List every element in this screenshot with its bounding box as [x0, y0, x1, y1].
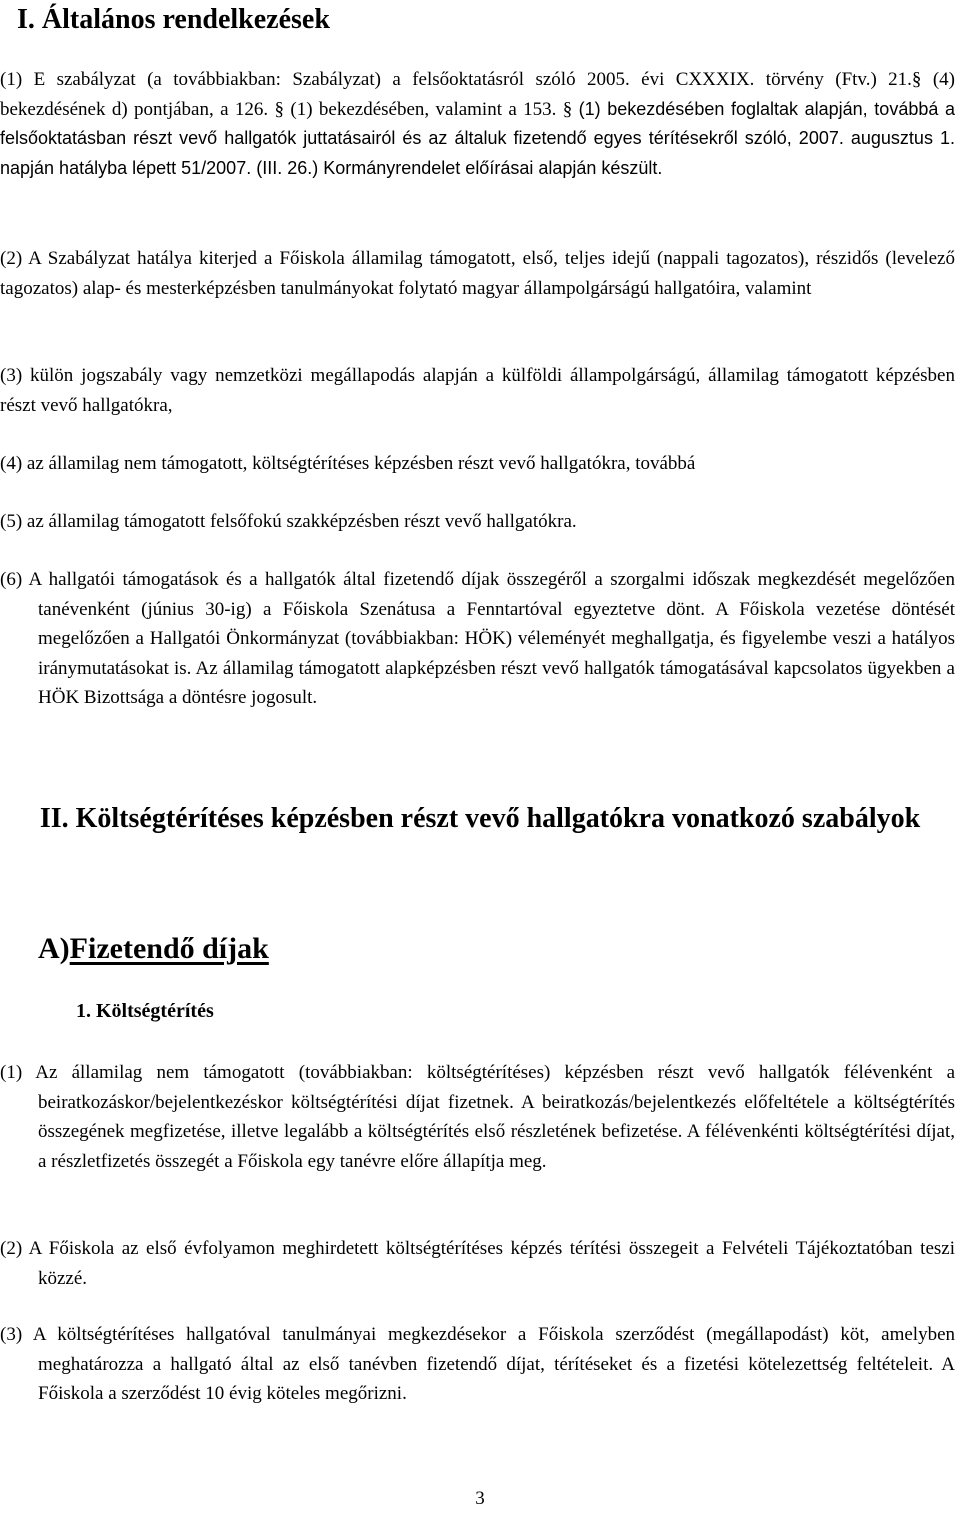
paragraph-1 [0, 65, 955, 183]
tuition-paragraph-1: (1) Az államilag nem támogatott (továbbiakban: költségtérítéses) képzésben részt vevő hallgatók félévenként a beiratkozáskor/bejelentkezéskor költségtérítési díjat fizetnek. A beiratkozás/bejelentkezés előfeltétele a költségtérítés összegének megfizetése, illetve legalább a költségtérítés első részletének befizetése. A félévenkénti költségtérítési díjat, a részletfizetés összegét a Főiskola egy tanévre előre állapítja meg. [0, 1062, 955, 1172]
paragraph-4: (4) az államilag nem támogatott, költségtérítéses képzésben részt vevő hallgatókra, továbbá [0, 453, 696, 474]
subheading-title: Fizetendő díjak [69, 932, 269, 965]
paragraph-5: (5) az államilag támogatott felsőfokú szakképzésben részt vevő hallgatókra. [0, 511, 577, 532]
page-number: 3 [475, 1488, 485, 1509]
section-heading-tuition: II. Költségtérítéses képzésben részt vevő hallgatókra vonatkozó szabályok [39, 803, 921, 834]
section-heading-general: I. Általános rendelkezések [17, 4, 330, 35]
tuition-paragraph-3: (3) A költségtérítéses hallgatóval tanulmányai megkezdésekor a Főiskola szerződést (megállapodást) köt, amelyben meghatározza a hallgató által az első tanévben fizetendő díjat, térítéseket és a fizetési kötelezettség feltételeit. A Főiskola a szerződést 10 évig köteles megőrizni. [0, 1324, 955, 1404]
subheading-letter: A) [38, 932, 70, 965]
paragraph-6: (6) A hallgatói támogatások és a hallgatók által fizetendő díjak összegéről a szorgalmi időszak megkezdését megelőzően tanévenként (június 30-ig) a Főiskola Szenátusa a Fenntartóval egyeztetve dönt. A Főiskola vezetése döntését megelőzően a Hallgatói Önkormányzat (továbbiakban: HÖK) véleményét meghallgatja, és figyelembe veszi a hatályos iránymutatásokat is. Az államilag támogatott alapképzésben részt vevő hallgatók támogatásával kapcsolatos ügyekben a HÖK Bizottsága a döntésre jogosult. [0, 569, 955, 708]
paragraph-3: (3) külön jogszabály vagy nemzetközi megállapodás alapján a külföldi állampolgárságú, államilag támogatott képzésben részt vevő hallgatókra, [0, 365, 955, 416]
tuition-paragraph-2: (2) A Főiskola az első évfolyamon meghirdetett költségtérítéses képzés térítési összegeit a Felvételi Tájékoztatóban teszi közzé. [0, 1238, 955, 1289]
subheading-fees [38, 932, 269, 966]
paragraph-1-part-a: (1) E szabályzat (a továbbiakban: Szabályzat) a felsőoktatásról szóló 2005. évi CXXXIX. törvény (Ftv.) 21.§ (4) bekezdésének d) pontjában, a 126. § (1) bekezdésében, valamint a 153. § [0, 69, 955, 120]
paragraph-2: (2) A Szabályzat hatálya kiterjed a Főiskola államilag támogatott, első, teljes idejű (nappali tagozatos), részidős (levelező tagozatos) alap- és mesterképzésben tanulmányokat folytató magyar állampolgárságú hallgatóira, valamint [0, 248, 955, 299]
paragraph-1-part-b: (1) bekezdésében foglaltak alapján, továbbá a felsőoktatásban részt vevő hallgatók juttatásairól és az általuk fizetendő egyes térítésekről szóló, 2007. augusztus 1. napján hatályba lépett 51/2007. (III. 26.) Kormányrendelet előírásai alapján készült. [0, 98, 955, 178]
item-heading-tuition: 1. Költségtérítés [76, 1000, 214, 1022]
